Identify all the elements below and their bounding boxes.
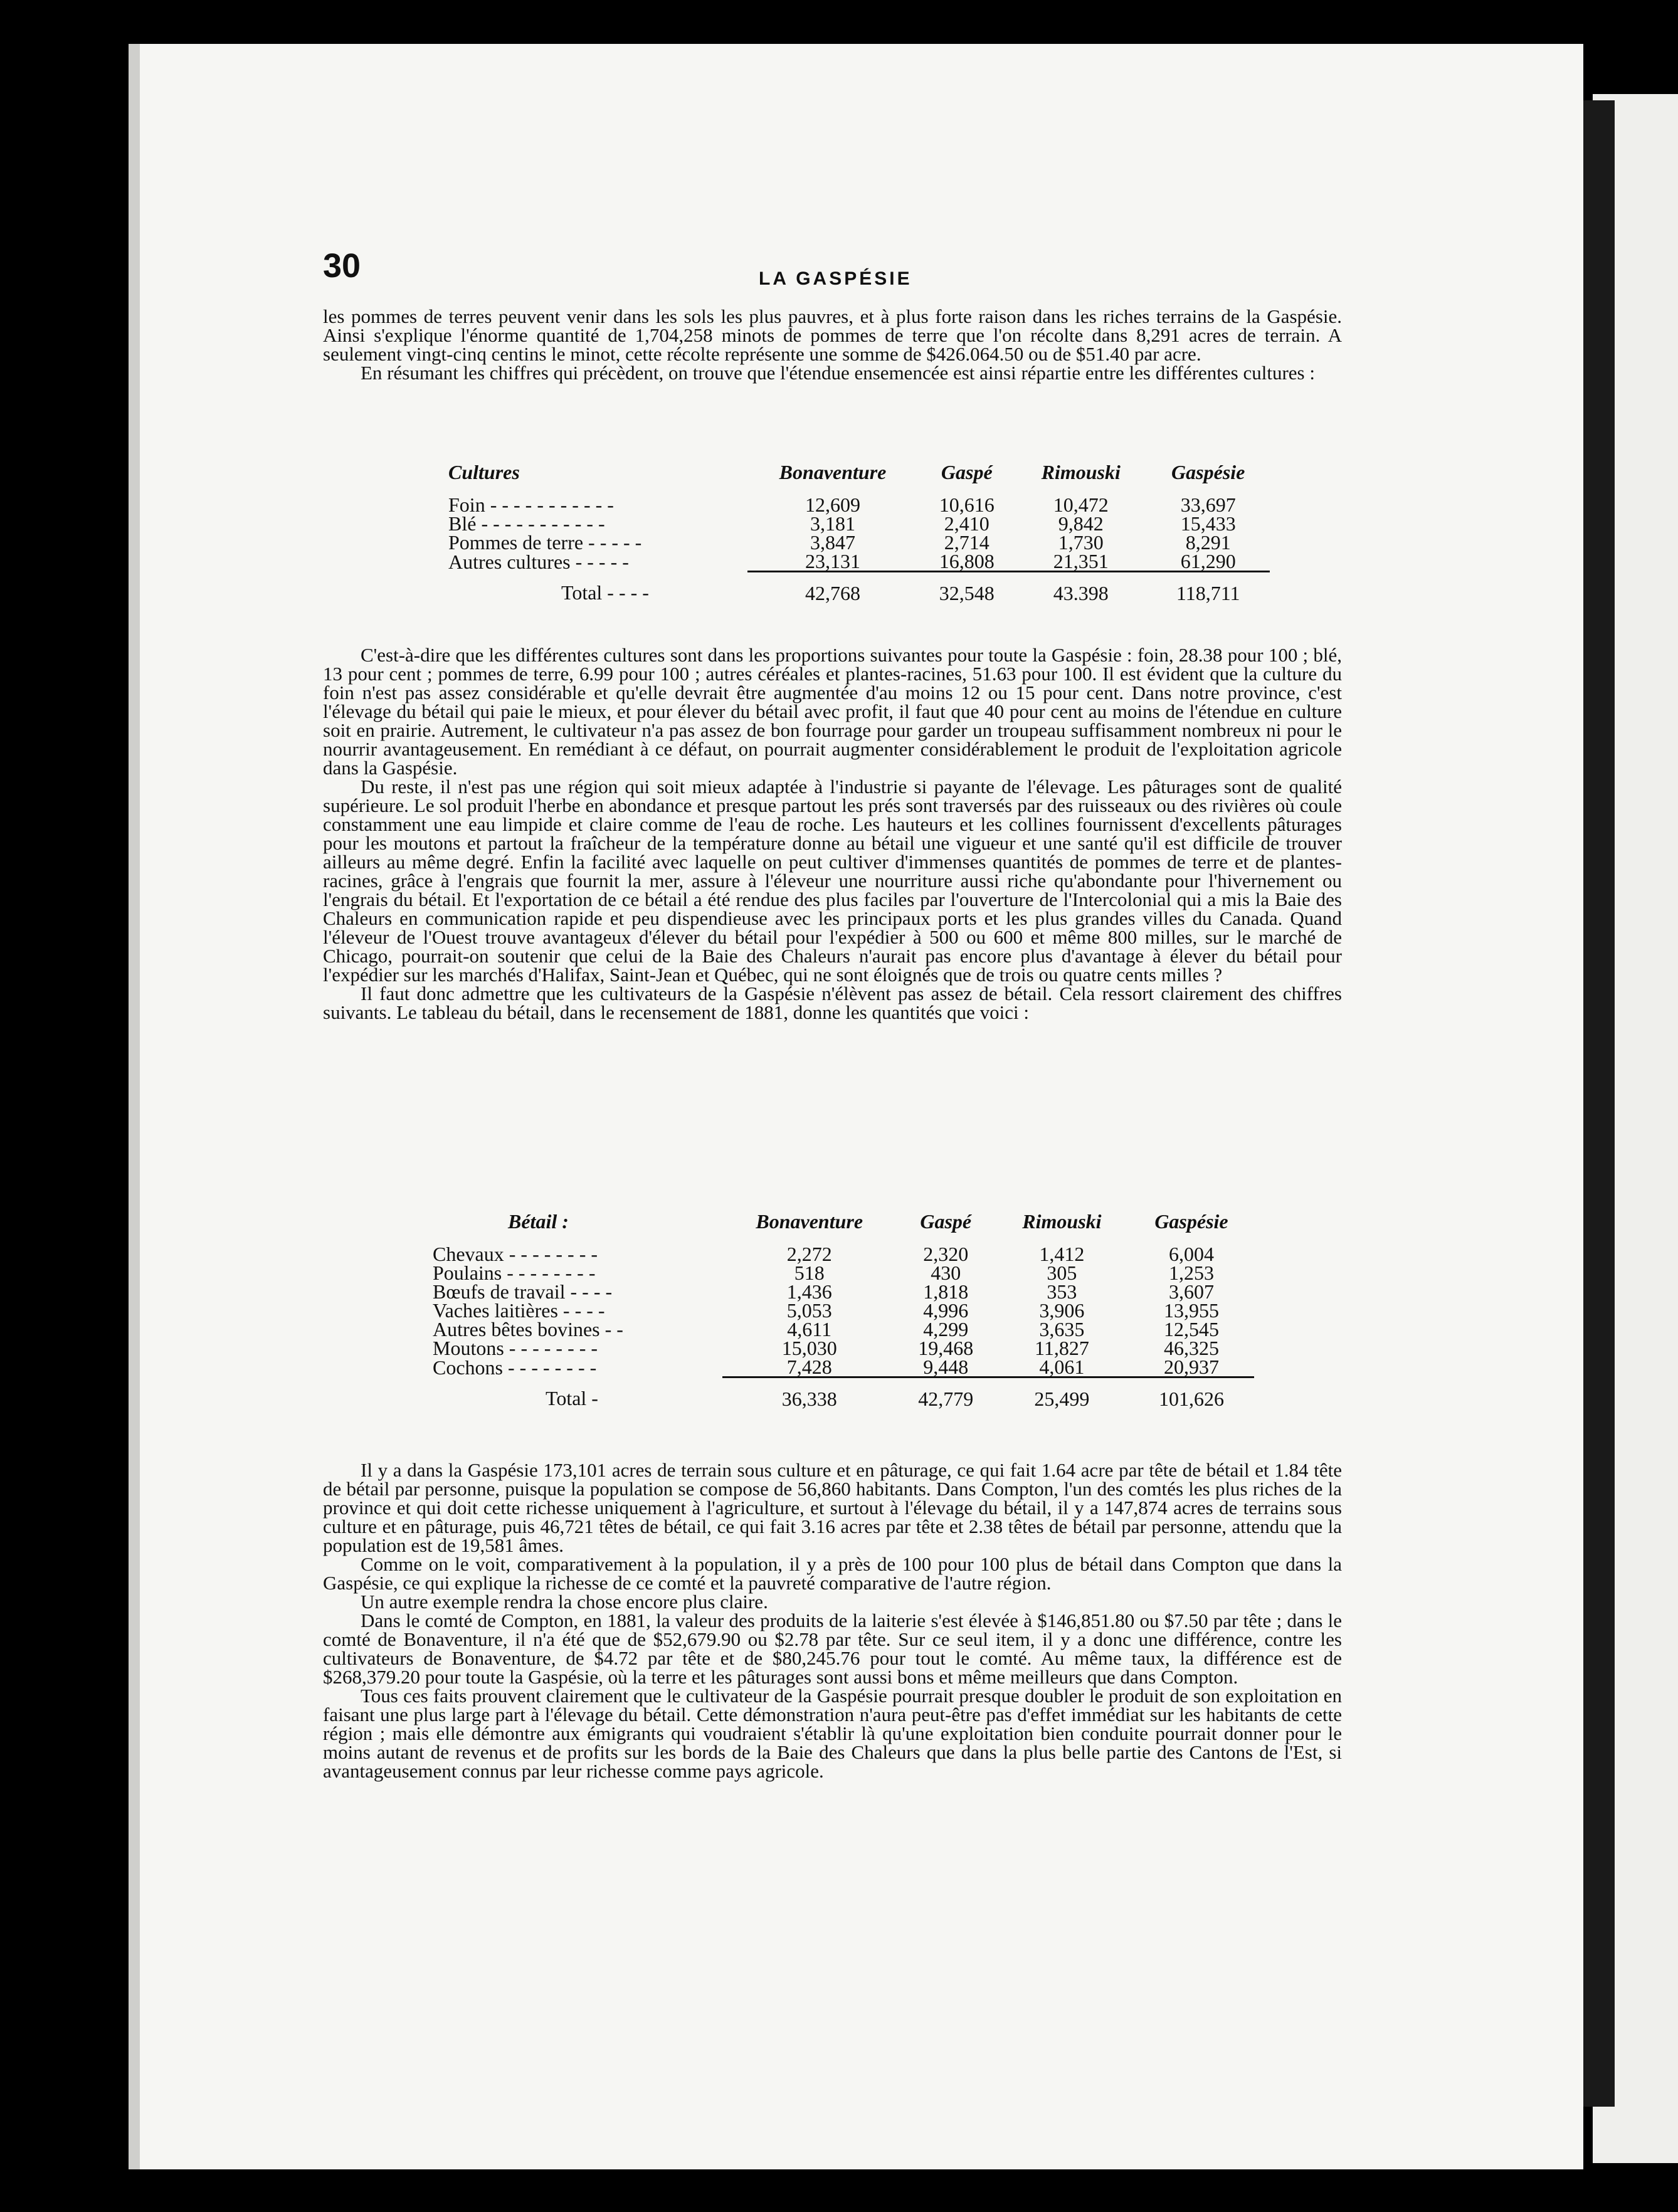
- cell: 15,030: [781, 1337, 837, 1359]
- paragraph: Du reste, il n'est pas une région qui soit mieux adaptée à l'industrie si payante de l'élevage. Les pâturages sont de qualité supérieure. Le sol produit l'herbe en abondance et presque partout les prés sont traversés par des ruisseaux ou des rivières où coule constamment une eau limpide et claire comme de l'eau de roche. Les hauteurs et les collines fournissent d'excellents pâturages pour les moutons et partout la fraîcheur de la température donne au bétail une vigueur et une santé qu'il est difficile de trouver ailleurs au même degré. Enfin la facilité avec laquelle on peut cultiver d'immenses quantités de pommes de terre et de plantes-racines, grâce à l'engrais que fournit la mer, assure à l'éleveur une nourriture aussi riche qu'abondante pour l'hivernement ou l'engrais du bétail. Et l'exportation de ce bétail a été rendue des plus faciles par l'ouverture de l'Intercolonial qui a mis la Baie des Chaleurs en communication rapide et peu dispendieuse avec les principaux ports et les plus grandes villes du Canada. Quand l'éleveur de l'Ouest trouve avantageux d'élever du bétail pour l'expédier à 500 ou 600 et même 800 milles, sur le marché de Chicago, pourrait-on soutenir que celui de la Baie des Chaleurs n'aurait pas encore plus d'avantage à élever du bétail pour l'expédier sur les marchés d'Halifax, Saint-Jean et Québec, qui ne sont éloignés que de trois ou quatre cents milles ?: [323, 776, 1342, 986]
- cell: 61,290: [1180, 550, 1236, 572]
- cell: 3,847: [810, 531, 856, 554]
- running-head: LA GASPÉSIE: [759, 268, 912, 289]
- row-label: Autres bêtes bovines - -: [433, 1318, 623, 1340]
- table-row: [442, 552, 1270, 572]
- column-header: Gaspé: [920, 1210, 972, 1233]
- cell: 518: [794, 1261, 825, 1284]
- cell: 36,338: [722, 1377, 897, 1409]
- row-label: Bœufs de travail - - - -: [433, 1280, 613, 1303]
- cell: 2,410: [944, 512, 989, 535]
- cell: 16,808: [939, 550, 995, 572]
- text-block-intro: [323, 307, 1342, 382]
- betail-table: [426, 1210, 1254, 1408]
- cell: 2,714: [944, 531, 989, 554]
- cell: 101,626: [1129, 1377, 1254, 1409]
- cell: 6,004: [1168, 1243, 1214, 1265]
- column-header: Gaspésie: [1154, 1210, 1228, 1233]
- cell: 12,545: [1163, 1318, 1219, 1340]
- table-row: [426, 1339, 1254, 1357]
- table-row: [426, 1282, 1254, 1301]
- text-block-closing: [323, 1461, 1342, 1781]
- paragraph: Dans le comté de Compton, en 1881, la valeur des produits de la laiterie s'est élevée à $146,851.80 ou $7.50 par tête ; dans le comté de Bonaventure, il n'a été que de $52,679.90 ou $2.78 par tête. Sur ce seul item, il y a donc une différence, contre les cultivateurs de Bonaventure, de $4.72 par tête et de $80,245.76 pour tout le comté. Au même taux, la différence est de $268,379.20 pour toute la Gaspésie, où la terre et les pâturages sont aussi bons et même meilleurs que dans Compton.: [323, 1609, 1342, 1688]
- table-row: [442, 533, 1270, 552]
- cell: 19,468: [918, 1337, 974, 1359]
- page-number: 30: [323, 247, 361, 285]
- cell: 4,061: [1039, 1356, 1085, 1378]
- table-row: [442, 514, 1270, 533]
- cell: 430: [931, 1261, 961, 1284]
- row-label: Pommes de terre - - - - -: [448, 531, 642, 554]
- table-row: [442, 495, 1270, 514]
- table-row: [426, 1245, 1254, 1263]
- row-label: Vaches laitières - - - -: [433, 1299, 605, 1322]
- paragraph: les pommes de terres peuvent venir dans les sols les plus pauvres, et à plus forte raison dans les riches terrains de la Gaspésie. Ainsi s'explique l'énorme quantité de 1,704,258 minots de pommes de terre que l'on récolte dans 8,291 acres de terrain. A seulement vingt-cinq centins le minot, cette récolte représente une somme de $426.064.50 ou de $51.40 par acre.: [323, 305, 1342, 365]
- paragraph: Il y a dans la Gaspésie 173,101 acres de terrain sous culture et en pâturage, ce qui fait 1.64 acre par tête de bétail et 1.84 tête de bétail par personne, puisque la population se compose de 56,860 habitants. Dans Compton, l'un des comtés les plus riches de la province et qui doit cette richesse uniquement à l'agriculture, et surtout à l'élevage du bétail, il y a 147,874 acres de terrains sous culture et en pâturage, puis 46,721 têtes de bétail, ce qui fait 3.16 acres par tête et 2.38 têtes de bétail par personne, attendu que la population est de 19,581 âmes.: [323, 1459, 1342, 1556]
- cell: 1,412: [1039, 1243, 1085, 1265]
- cell: 2,272: [786, 1243, 832, 1265]
- cell: 42,779: [897, 1377, 995, 1409]
- cell: 33,697: [1180, 493, 1236, 516]
- row-label: Cochons - - - - - - - -: [433, 1356, 597, 1379]
- table-row: [426, 1357, 1254, 1377]
- cell: 118,711: [1146, 572, 1270, 603]
- total-label: Total - - - -: [561, 581, 649, 604]
- paragraph: Un autre exemple rendra la chose encore plus claire.: [361, 1591, 768, 1613]
- cell: 43.398: [1015, 572, 1146, 603]
- cell: 10,616: [939, 493, 995, 516]
- cell: 32,548: [918, 572, 1015, 603]
- table-header-row: [442, 461, 1270, 495]
- cell: 20,937: [1163, 1356, 1219, 1378]
- table-row: [426, 1301, 1254, 1320]
- cell: 23,131: [805, 550, 861, 572]
- cell: 46,325: [1163, 1337, 1219, 1359]
- cell: 4,611: [787, 1318, 832, 1340]
- row-label: Blé - - - - - - - - - - -: [448, 512, 605, 535]
- column-header: Rimouski: [1041, 461, 1121, 483]
- row-label: Foin - - - - - - - - - - -: [448, 493, 614, 516]
- paragraph: Comme on le voit, comparativement à la population, il y a près de 100 pour 100 plus de bétail dans Compton que dans la Gaspésie, ce qui explique la richesse de ce comté et la pauvreté comparative de l'autre région.: [323, 1553, 1342, 1594]
- cell: 305: [1047, 1261, 1077, 1284]
- cell: 3,635: [1039, 1318, 1085, 1340]
- cell: 21,351: [1053, 550, 1109, 572]
- cell: 1,253: [1168, 1261, 1214, 1284]
- book-spine: [1583, 100, 1615, 2107]
- column-header: Gaspésie: [1171, 461, 1245, 483]
- cell: 15,433: [1180, 512, 1236, 535]
- cell: 4,996: [923, 1299, 969, 1322]
- total-label: Total -: [546, 1387, 598, 1410]
- cell: 2,320: [923, 1243, 969, 1265]
- cell: 7,428: [786, 1356, 832, 1378]
- text-block-middle: [323, 646, 1342, 1022]
- cell: 1,818: [923, 1280, 969, 1303]
- table-total-row: [426, 1377, 1254, 1409]
- cell: 1,436: [786, 1280, 832, 1303]
- cell: 9,448: [923, 1356, 969, 1378]
- column-header: Rimouski: [1022, 1210, 1102, 1233]
- cell: 3,607: [1168, 1280, 1214, 1303]
- row-label: Autres cultures - - - - -: [448, 550, 629, 573]
- paragraph: En résumant les chiffres qui précèdent, on trouve que l'étendue ensemencée est ainsi répartie entre les différentes cultures :: [361, 362, 1315, 384]
- column-header: Bonaventure: [779, 461, 887, 483]
- table-total-row: [442, 572, 1270, 603]
- cell: 3,181: [810, 512, 856, 535]
- cultures-table: [442, 461, 1270, 603]
- cell: 1,730: [1058, 531, 1104, 554]
- column-header: Bétail :: [508, 1210, 569, 1233]
- table-row: [426, 1263, 1254, 1282]
- cell: 4,299: [923, 1318, 969, 1340]
- column-header: Gaspé: [941, 461, 993, 483]
- cell: 42,768: [747, 572, 919, 603]
- row-label: Poulains - - - - - - - -: [433, 1261, 596, 1284]
- table-row: [426, 1320, 1254, 1339]
- row-label: Chevaux - - - - - - - -: [433, 1243, 598, 1265]
- paragraph: C'est-à-dire que les différentes cultures sont dans les proportions suivantes pour toute la Gaspésie : foin, 28.38 pour 100 ; blé, 13 pour cent ; pommes de terre, 6.99 pour 100 ; autres céréales et plantes-racines, 51.63 pour 100. Il est évident que la culture du foin n'est pas assez considérable et qu'elle devrait être augmentée d'au moins 12 ou 15 pour cent. Dans notre province, c'est l'élevage du bétail qui paie le mieux, et pour élever du bétail avec profit, il faut que 40 pour cent au moins de l'étendue en culture soit en prairie. Autrement, le cultivateur n'a pas assez de bon fourrage pour garder un troupeau suffisamment nombreux ni pour le nourrir avantageusement. En remédiant à ce défaut, on pourrait augmenter considérablement le produit de l'exploitation agricole dans la Gaspésie.: [323, 644, 1342, 779]
- cell: 12,609: [805, 493, 861, 516]
- cell: 353: [1047, 1280, 1077, 1303]
- cell: 8,291: [1185, 531, 1231, 554]
- cell: 9,842: [1058, 512, 1104, 535]
- row-label: Moutons - - - - - - - -: [433, 1337, 598, 1359]
- cell: 11,827: [1035, 1337, 1089, 1359]
- cell: 10,472: [1053, 493, 1109, 516]
- cell: 25,499: [995, 1377, 1129, 1409]
- cell: 13,955: [1163, 1299, 1219, 1322]
- paragraph: Il faut donc admettre que les cultivateurs de la Gaspésie n'élèvent pas assez de bétail. Cela ressort clairement des chiffres suivants. Le tableau du bétail, dans le recensement de 1881, donne les quantités que voici :: [323, 982, 1342, 1023]
- column-header: Cultures: [448, 461, 520, 483]
- paragraph: Tous ces faits prouvent clairement que le cultivateur de la Gaspésie pourrait presque doubler le produit de son exploitation en faisant une plus large part à l'élevage du bétail. Cette démonstration n'aura peut-être pas d'effet immédiat sur les habitants de cette région ; mais elle démontre aux émigrants qui voudraient s'établir là qu'une exploitation bien conduite pourrait donner pour le moins autant de revenus et de profits sur les bords de la Baie des Chaleurs que dans la plus belle partie des Cantons de l'Est, si avantageusement connus par leur richesse comme pays agricole.: [323, 1685, 1342, 1782]
- cell: 5,053: [786, 1299, 832, 1322]
- table-header-row: [426, 1210, 1254, 1245]
- column-header: Bonaventure: [756, 1210, 863, 1233]
- cell: 3,906: [1039, 1299, 1085, 1322]
